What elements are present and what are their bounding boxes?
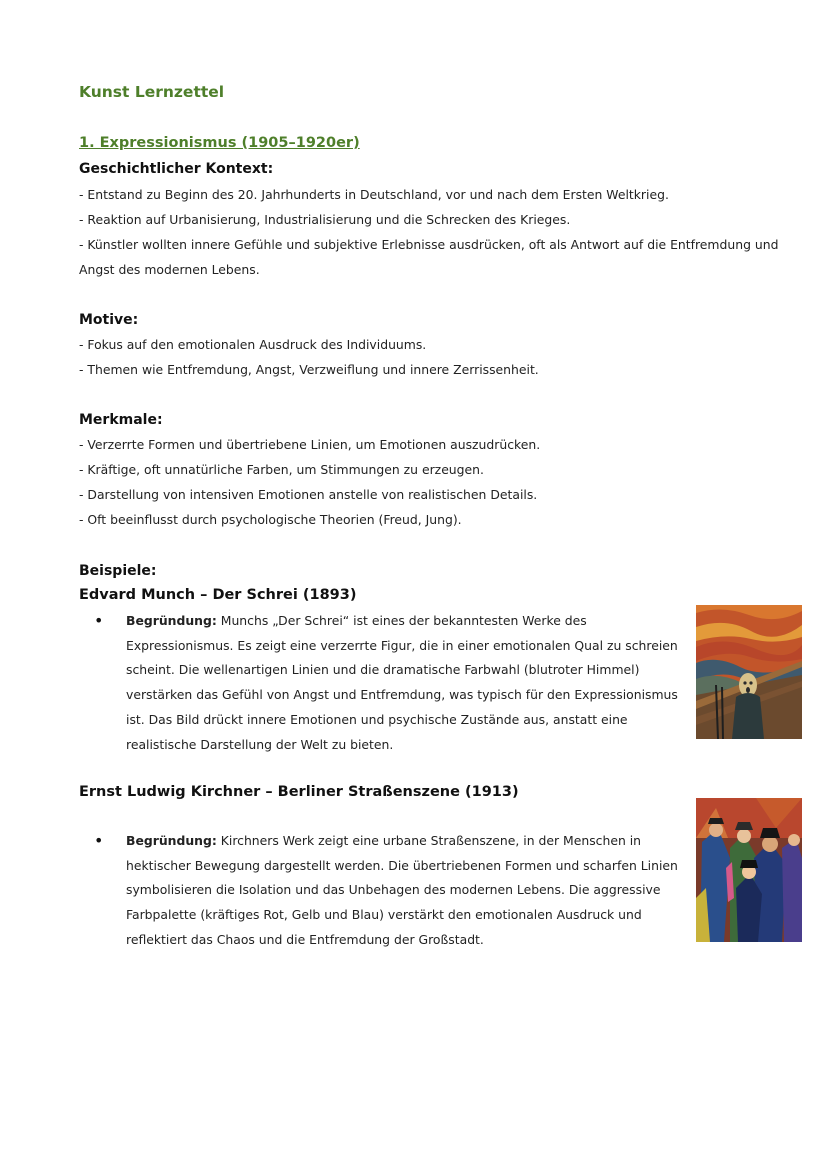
context-line: - Künstler wollten innere Gefühle und subjektive Erlebnisse ausdrücken, oft als Antwort auf die Entfremdung und (79, 237, 779, 252)
example-reason-kirchner (126, 829, 678, 953)
context-heading: Geschichtlicher Kontext: (79, 161, 274, 177)
bullet: • (94, 831, 104, 850)
motive-line: - Fokus auf den emotionalen Ausdruck des Individuums. (79, 337, 427, 352)
page-title: Kunst Lernzettel (79, 83, 225, 101)
painting-der-schrei (696, 605, 802, 739)
merkmale-heading: Merkmale: (79, 412, 163, 428)
merkmale-line: - Verzerrte Formen und übertriebene Linien, um Emotionen auszudrücken. (79, 437, 541, 452)
reason-text: Kirchners Werk zeigt eine urbane Straßenszene, in der Menschen in hektischer Bewegung dargestellt werden. Die übertriebenen Formen und scharfen Linien symbolisieren die Isolation und das Unbehagen des modernen Lebens. Die aggressive Farbpalette (kräftiges Rot, Gelb und Blau) verstärkt den emotionalen Ausdruck und reflektiert das Chaos und die Entfremdung der Großstadt. (126, 833, 678, 947)
example-reason-munch (126, 609, 678, 757)
context-line: - Reaktion auf Urbanisierung, Industrialisierung und die Schrecken des Krieges. (79, 212, 571, 227)
merkmale-line: - Kräftige, oft unnatürliche Farben, um Stimmungen zu erzeugen. (79, 462, 484, 477)
context-line: Angst des modernen Lebens. (79, 262, 260, 277)
painting-berliner-strassenszene (696, 798, 802, 942)
example-title-kirchner: Ernst Ludwig Kirchner – Berliner Straßenszene (1913) (79, 784, 519, 800)
section-heading: 1. Expressionismus (1905–1920er) (79, 135, 360, 151)
reason-label: Begründung: (126, 833, 217, 848)
motive-heading: Motive: (79, 312, 139, 328)
context-line: - Entstand zu Beginn des 20. Jahrhunderts in Deutschland, vor und nach dem Ersten Weltkrieg. (79, 187, 669, 202)
bullet: • (94, 611, 104, 630)
motive-line: - Themen wie Entfremdung, Angst, Verzweiflung und innere Zerrissenheit. (79, 362, 539, 377)
reason-text: Munchs „Der Schrei“ ist eines der bekanntesten Werke des Expressionismus. Es zeigt eine verzerrte Figur, die in einer emotionalen Qual zu schreien scheint. Die wellenartigen Linien und die dramatische Farbwahl (blutroter Himmel) verstärken das Gefühl von Angst und Entfremdung, was typisch für den Expressionismus ist. Das Bild drückt innere Emotionen und psychische Zustände aus, anstatt eine realistische Darstellung der Welt zu bieten. (126, 613, 678, 752)
merkmale-line: - Darstellung von intensiven Emotionen anstelle von realistischen Details. (79, 487, 538, 502)
reason-label: Begründung: (126, 613, 217, 628)
example-title-munch: Edvard Munch – Der Schrei (1893) (79, 587, 357, 603)
merkmale-line: - Oft beeinflusst durch psychologische Theorien (Freud, Jung). (79, 512, 462, 527)
beispiele-heading: Beispiele: (79, 563, 157, 579)
